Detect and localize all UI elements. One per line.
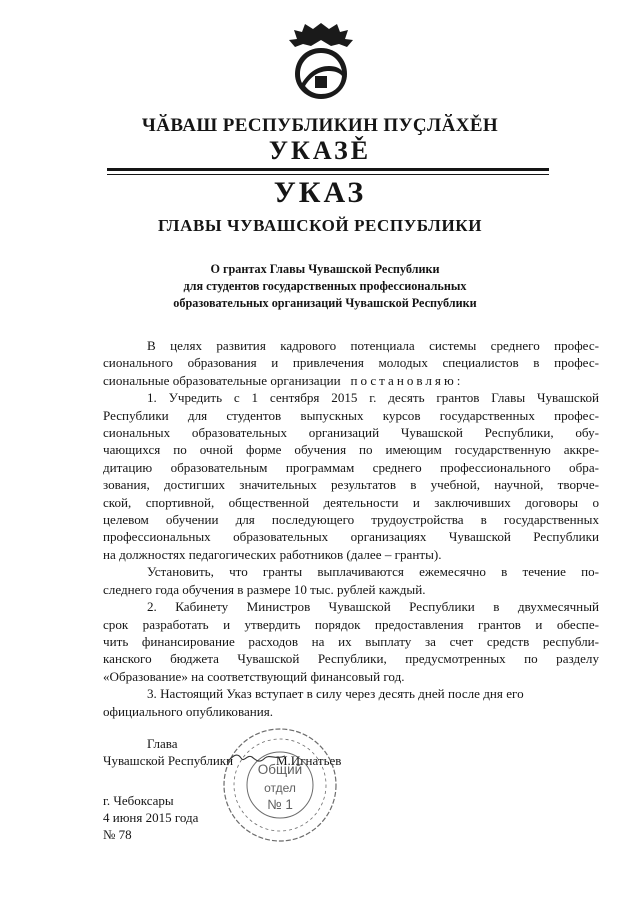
- body-line: следнего года обучения в размере 10 тыс. рублей каждый.: [103, 581, 426, 597]
- official-stamp: [222, 727, 338, 843]
- decree-body: [103, 337, 599, 720]
- body-line: целевом обучении для последующего трудоустройства в государственных: [103, 512, 599, 528]
- coat-of-arms-emblem-icon: [285, 20, 357, 102]
- body-line: 2. Кабинету Министров Чувашской Республики в двухмесячный: [147, 599, 599, 615]
- body-line: ской, спортивной, общественной деятельности и заключивших договоры о: [103, 494, 599, 510]
- header-divider-thin: [107, 174, 549, 175]
- decree-keyword: постановляю:: [350, 372, 464, 388]
- stamp-line1: Общий: [257, 762, 303, 777]
- signatory-name: М.Игнатьев: [276, 753, 342, 768]
- decree-number: № 78: [103, 827, 132, 842]
- signatory-title-line2: Чувашской Республики: [103, 753, 234, 768]
- body-line: дитацию образовательным программам среднего профессионального обра-: [103, 459, 599, 475]
- subject-line: образовательных организаций Чувашской Республики: [173, 296, 477, 310]
- body-line: чить финансирование расходов на их выплату за счет средств республи-: [103, 633, 599, 649]
- body-line: 1. Учредить с 1 сентября 2015 г. десять грантов Главы Чувашской: [147, 390, 599, 406]
- body-line: на должностях педагогических работников (далее – гранты).: [103, 546, 442, 562]
- body-line: профессиональных образовательных организациях Чувашской Республики: [103, 529, 599, 545]
- body-line: зования, достигших значительных результатов в учебной, научной, творче-: [103, 477, 599, 493]
- preamble-prefix: сиональные образовательные организации: [103, 372, 341, 388]
- stamp-line3: № 1: [267, 797, 293, 812]
- signatory-title-line1: Глава: [147, 736, 178, 751]
- body-line: «Образование» на соответствующий финансовый год.: [103, 668, 405, 684]
- body-line: Республики для студентов выпускных курсов государственных профес-: [103, 407, 599, 423]
- body-line: 3. Настоящий Указ вступает в силу через десять дней после дня его: [147, 686, 524, 702]
- subject-line: О грантах Главы Чувашской Республики: [210, 262, 440, 276]
- body-line: сиональных образовательных организаций Чувашской Республики, обу-: [103, 425, 599, 441]
- body-line: сионального образования и привлечения молодых специалистов в профес-: [103, 355, 599, 371]
- stamp-line2: отдел: [264, 781, 296, 795]
- chuvash-header-line: ЧӐВАШ РЕСПУБЛИКИН ПУҪЛӐХĚН: [141, 115, 499, 136]
- body-line: официального опубликования.: [103, 703, 274, 719]
- body-line: срок разработать и утвердить порядок предоставления грантов и обеспе-: [103, 616, 599, 632]
- chuvash-ukaze-title: УКАЗĚ: [268, 136, 372, 165]
- body-line: Установить, что гранты выплачиваются ежемесячно в течение по-: [147, 564, 599, 580]
- body-line: чающихся по очной форме обучения по имеющим государственную аккре-: [103, 442, 599, 458]
- decree-subject: [100, 261, 550, 312]
- russian-glava-line: ГЛАВЫ ЧУВАШСКОЙ РЕСПУБЛИКИ: [157, 216, 483, 235]
- header-divider-thick: [107, 168, 549, 171]
- russian-ukaz-title: УКАЗ: [273, 176, 367, 209]
- decree-place: г. Чебоксары: [103, 793, 174, 808]
- body-line: канского бюджета Чувашской Республики, предусмотренных по разделу: [103, 651, 599, 667]
- body-line: [103, 372, 599, 389]
- subject-line: для студентов государственных профессиональных: [183, 279, 467, 293]
- decree-date: 4 июня 2015 года: [103, 810, 199, 825]
- body-line: В целях развития кадрового потенциала системы среднего профес-: [147, 338, 599, 353]
